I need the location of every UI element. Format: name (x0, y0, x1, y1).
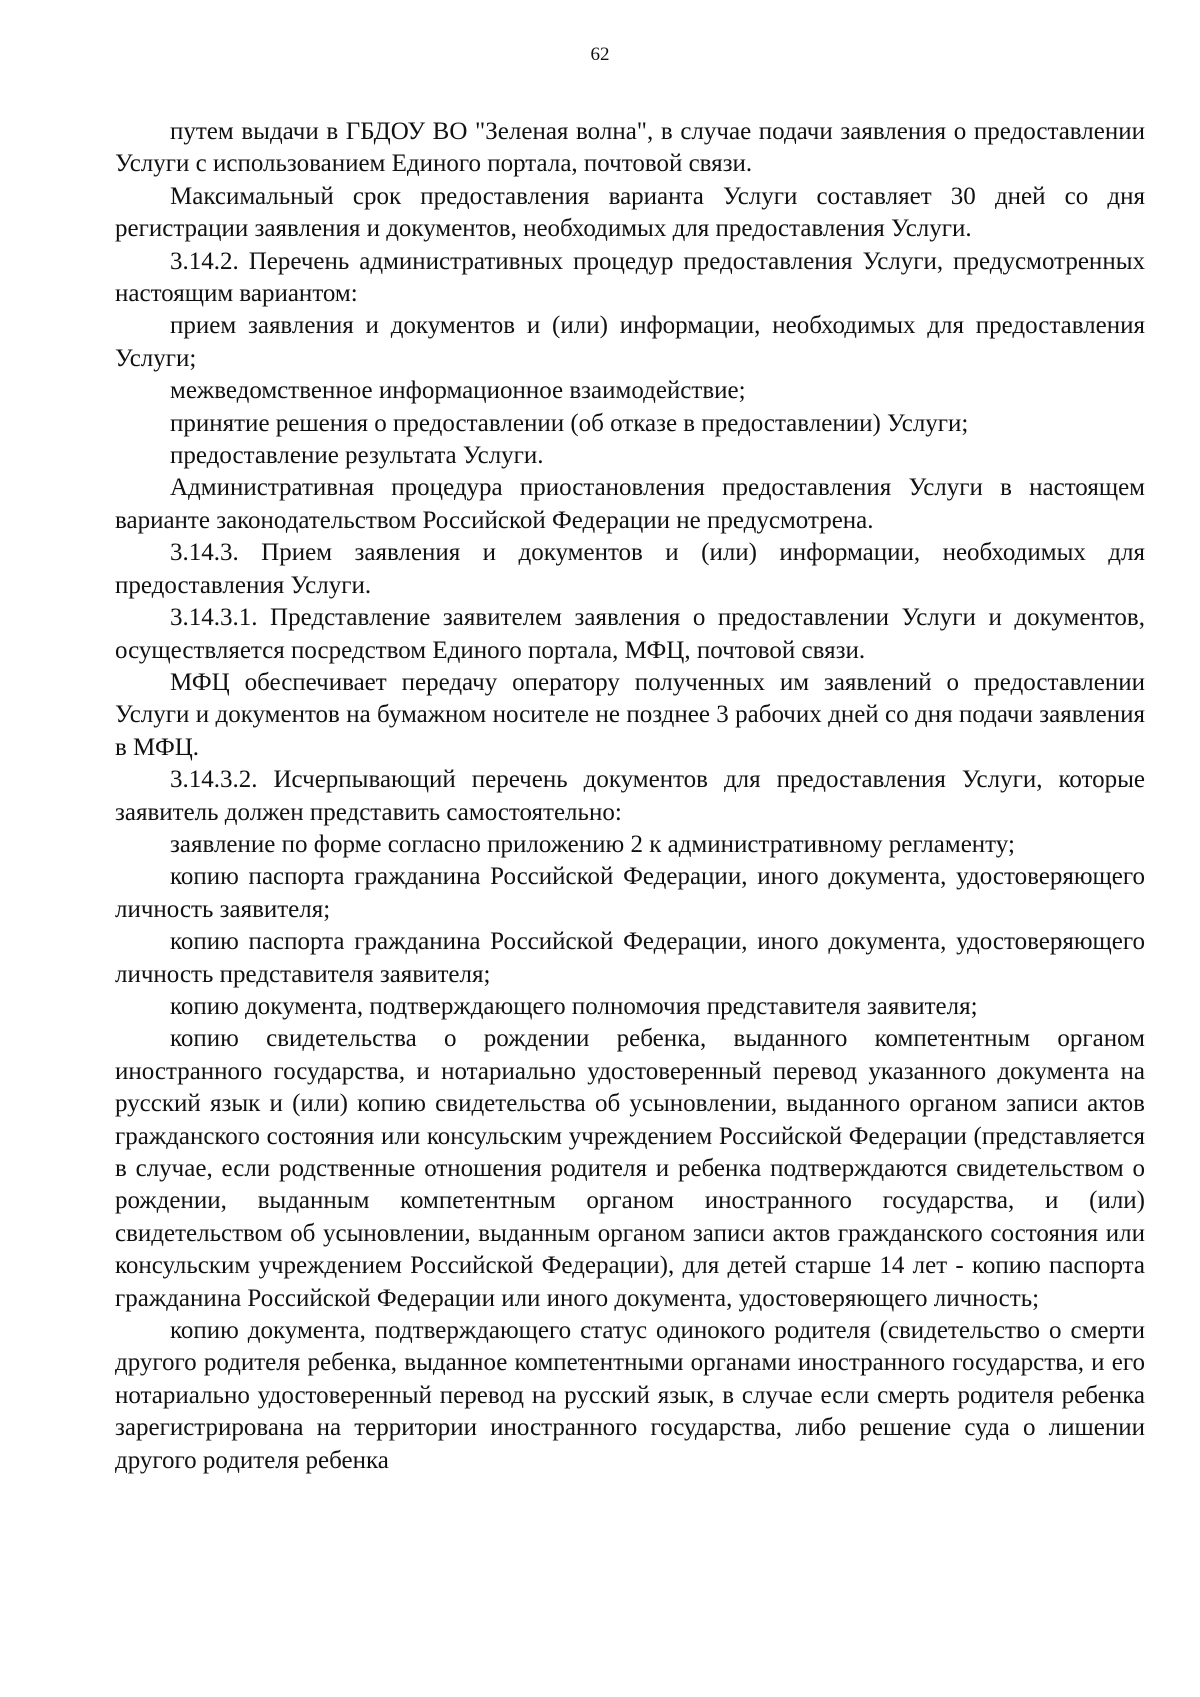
paragraph: МФЦ обеспечивает передачу оператору полученных им заявлений о предоставлении Услуги и документов на бумажном носителе не позднее 3 рабочих дней со дня подачи заявления в МФЦ. (115, 668, 1145, 761)
paragraph: принятие решения о предоставлении (об отказе в предоставлении) Услуги; (170, 409, 969, 437)
paragraph: 3.14.2. Перечень административных процедур предоставления Услуги, предусмотренных настоящим вариантом: (115, 247, 1145, 308)
page-number: 62 (590, 44, 610, 65)
paragraph: копию документа, подтверждающего статус одинокого родителя (свидетельство о смерти другого родителя ребенка, выданное компетентными органами иностранного государства, и его нотариально удостоверенный перевод на русский язык, в случае если смерть родителя ребенка зарегистрирована на территории иностранного государства, либо решение суда о лишении другого родителя ребенка (115, 1317, 1145, 1474)
paragraph: прием заявления и документов и (или) информации, необходимых для предоставления Услуги; (115, 312, 1145, 372)
paragraph: предоставление результата Услуги. (170, 442, 544, 470)
paragraph: 3.14.3.1. Представление заявителем заявления о предоставлении Услуги и документов, осуществляется посредством Единого портала, МФЦ, почтовой связи. (115, 604, 1145, 664)
paragraph: межведомственное информационное взаимодействие; (170, 377, 746, 405)
document-body (115, 116, 1145, 1477)
paragraph: путем выдачи в ГБДОУ ВО "Зеленая волна", в случае подачи заявления о предоставлении Услуги с использованием Единого портала, почтовой связи. (115, 118, 1145, 178)
paragraph: копию документа, подтверждающего полномочия представителя заявителя; (170, 992, 978, 1020)
paragraph: Максимальный срок предоставления варианта Услуги составляет 30 дней со дня регистрации заявления и документов, необходимых для предоставления Услуги. (115, 182, 1145, 243)
paragraph: копию паспорта гражданина Российской Федерации, иного документа, удостоверяющего личность представителя заявителя; (115, 928, 1145, 988)
paragraph: 3.14.3. Прием заявления и документов и (или) информации, необходимых для предоставления Услуги. (115, 539, 1145, 599)
paragraph: 3.14.3.2. Исчерпывающий перечень документов для предоставления Услуги, которые заявитель должен представить самостоятельно: (115, 766, 1145, 826)
paragraph: Административная процедура приостановления предоставления Услуги в настоящем варианте законодательством Российской Федерации не предусмотрена. (115, 474, 1145, 534)
paragraph: заявление по форме согласно приложению 2 к административному регламенту; (170, 830, 1015, 858)
paragraph: копию свидетельства о рождении ребенка, выданного компетентным органом иностранного государства, и нотариально удостоверенный перевод указанного документа на русский язык и (или) копию свидетельства об усыновлении, выданного органом записи актов гражданского состояния или консульским учреждением Российской Федерации (представляется в случае, если родственные отношения родителя и ребенка подтверждаются свидетельством о рождении, выданным компетентным органом иностранного государства, и (или) свидетельством об усыновлении, выданным органом записи актов гражданского состояния или консульским учреждением Российской Федерации), для детей старше 14 лет - копию паспорта гражданина Российской Федерации или иного документа, удостоверяющего личность; (115, 1025, 1145, 1312)
paragraph: копию паспорта гражданина Российской Федерации, иного документа, удостоверяющего личность заявителя; (115, 863, 1145, 923)
